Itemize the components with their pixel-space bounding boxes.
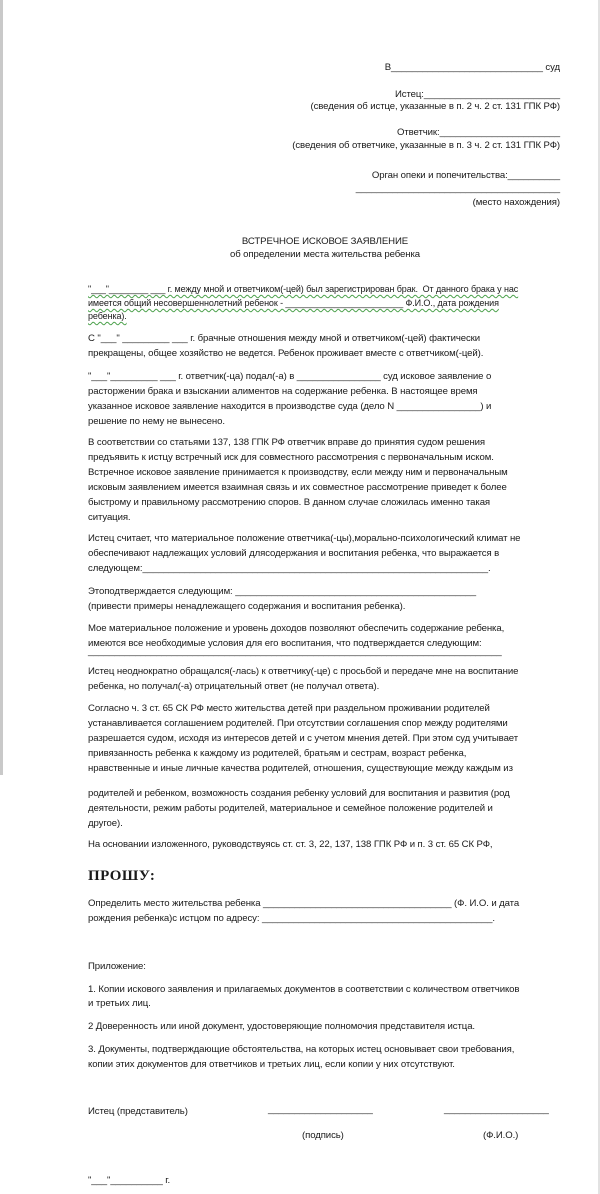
request-line1: Определить место жительства ребенка ____________________________________ (Ф. И.О. и дата xyxy=(88,898,520,909)
p7-line1: Мое материальное положение и уровень доходов позволяют обеспечить содержание ребенка, xyxy=(88,623,505,634)
p3-line2: расторжении брака и взыскании алиментов на содержание ребенка. В настоящее время xyxy=(88,386,478,397)
location-note: (место нахождения) xyxy=(472,197,560,208)
p3-line1: "___"_________ ___ г. ответчик(-ца) подал(-а) в ________________ суд исковое заявление о xyxy=(88,371,492,382)
p4-line6: ситуация. xyxy=(88,512,131,523)
document-title: ВСТРЕЧНОЕ ИСКОВОЕ ЗАЯВЛЕНИЕ xyxy=(241,236,409,247)
attachment-2: 2 Доверенность или иной документ, удостоверяющие полномочия представителя истца. xyxy=(88,1021,475,1032)
p8-line1: Истец неоднократно обращался(-лась) к ответчику(-це) с просьбой и передаче мне на воспитание xyxy=(88,666,519,677)
name-line: ____________________ xyxy=(444,1104,549,1115)
p4-line5: быстрому и правильному рассмотрению споров. В данном случае сложилась именно такая xyxy=(88,497,491,508)
p1-line3: ребенка). xyxy=(88,311,127,321)
p7-line2: имеются все необходимые условия для его воспитания, что подтверждается следующим: xyxy=(88,638,482,649)
p9-line3: разрешается судом, исходя из интересов детей и с учетом мнения детей. При этом суд учитывает xyxy=(88,733,519,744)
p1-line2: имеется общий несовершеннолетний ребенок - ________________________ Ф.И.О., дата рождения xyxy=(88,298,499,308)
p3-line4: решение по нему не вынесено. xyxy=(88,416,225,427)
p4-line2: предъявить к истцу встречный иск для совместного рассмотрения с первоначальным иском. xyxy=(88,452,494,463)
p9-line6: родителей и ребенком, возможность создания ребенку условий для воспитания и развития (род xyxy=(88,788,510,799)
p6-line2: (привести примеры ненадлежащего содержания и воспитания ребенка). xyxy=(88,601,406,612)
p9-line4: привязанность ребенка к каждому из родителей, братьям и сестрам, возраст ребенка, xyxy=(88,748,467,759)
p5-line3: следующем:__________________________________________________________________. xyxy=(88,563,491,574)
p7-line3: _______________________________________________________________________________ xyxy=(88,646,502,657)
p4-line1: В соответствии со статьями 137, 138 ГПК РФ ответчик вправе до принятия судом решения xyxy=(88,437,486,448)
name-caption: (Ф.И.О.) xyxy=(483,1130,519,1141)
p10-line1: На основании изложенного, руководствуясь ст. ст. 3, 22, 137, 138 ГПК РФ и п. 3 ст. 65 СК РФ, xyxy=(88,839,493,850)
attachments-heading: Приложение: xyxy=(88,961,146,972)
p8-line2: ребенка, но получал(-а) отрицательный ответ (не получал ответа). xyxy=(88,681,380,692)
p9-line8: другое). xyxy=(88,818,123,829)
request-line2: рождения ребенка)с истцом по адресу: ____________________________________________. xyxy=(88,913,495,924)
p1-line1: "___"________ ___ г. между мной и ответчиком(-цей) был зарегистрирован брак. От данного брака у нас xyxy=(88,284,519,294)
court-field: В_____________________________ суд xyxy=(384,62,560,73)
p5-line2: обеспечивают надлежащих условий длясодержания и воспитания ребенка, что выражается в xyxy=(88,548,500,559)
signature-caption: (подпись) xyxy=(302,1130,344,1141)
guardianship-line: _______________________________________ xyxy=(355,183,560,194)
p2-line2: прекращены, общее хозяйство не ведется. Ребенок проживает вместе с ответчиком(-цей). xyxy=(88,348,484,359)
p5-line1: Истец считает, что материальное положение ответчика(-цы),морально-психологический климат не xyxy=(88,533,521,544)
request-heading: ПРОШУ: xyxy=(88,868,156,884)
attachment-3-line2: копии этих документов для ответчиков и третьих лиц, если копии у них отсутствуют. xyxy=(88,1059,455,1070)
attachment-1-line2: и третьих лиц. xyxy=(88,998,151,1009)
signature-label: Истец (представитель) xyxy=(88,1106,188,1117)
p2-line1: С "___" _________ ___ г. брачные отношения между мной и ответчиком(-цей) фактически xyxy=(88,333,481,344)
left-border xyxy=(0,0,3,775)
plaintiff-field: Истец:__________________________ xyxy=(394,89,560,100)
p3-line3: указанное исковое заявление находится в производстве суда (дело N ________________) и xyxy=(88,401,492,412)
p4-line4: исковым заявлением имеется взаимная связь и их совместное рассмотрение приведет к более xyxy=(88,482,507,493)
p9-line1: Согласно ч. 3 ст. 65 СК РФ место жительства детей при раздельном проживании родителей xyxy=(88,703,490,714)
p6-line1: Этоподтверждается следующим: ______________________________________________ xyxy=(88,586,477,597)
p9-line7: деятельности, режим работы родителей, материальное и семейное положение родителей и xyxy=(88,803,493,814)
p4-line3: Встречное исковое заявление принимается к производству, если между ним и первоначальным xyxy=(88,467,508,478)
document-subtitle: об определении места жительства ребенка xyxy=(229,249,421,260)
signature-line: ____________________ xyxy=(268,1104,373,1115)
defendant-note: (сведения об ответчике, указанные в п. 3 ч. 2 ст. 131 ГПК РФ) xyxy=(292,140,560,151)
plaintiff-note: (сведения об истце, указанные в п. 2 ч. 2 ст. 131 ГПК РФ) xyxy=(310,101,560,112)
p9-line5: нравственные и иные личные качества родителей, отношения, существующие между каждым из xyxy=(88,763,513,774)
signature-date: "___"__________ г. xyxy=(88,1175,171,1186)
attachment-3-line1: 3. Документы, подтверждающие обстоятельства, на которых истец основывает свои требования, xyxy=(88,1044,515,1055)
defendant-field: Ответчик:_______________________ xyxy=(397,127,560,138)
attachment-1-line1: 1. Копии искового заявления и прилагаемых документов в соответствии с количеством ответчиков xyxy=(88,984,520,995)
guardianship-field: Орган опеки и попечительства:__________ xyxy=(371,170,560,181)
p9-line2: устанавливается соглашением родителей. При отсутствии соглашения спор между родителями xyxy=(88,718,508,729)
